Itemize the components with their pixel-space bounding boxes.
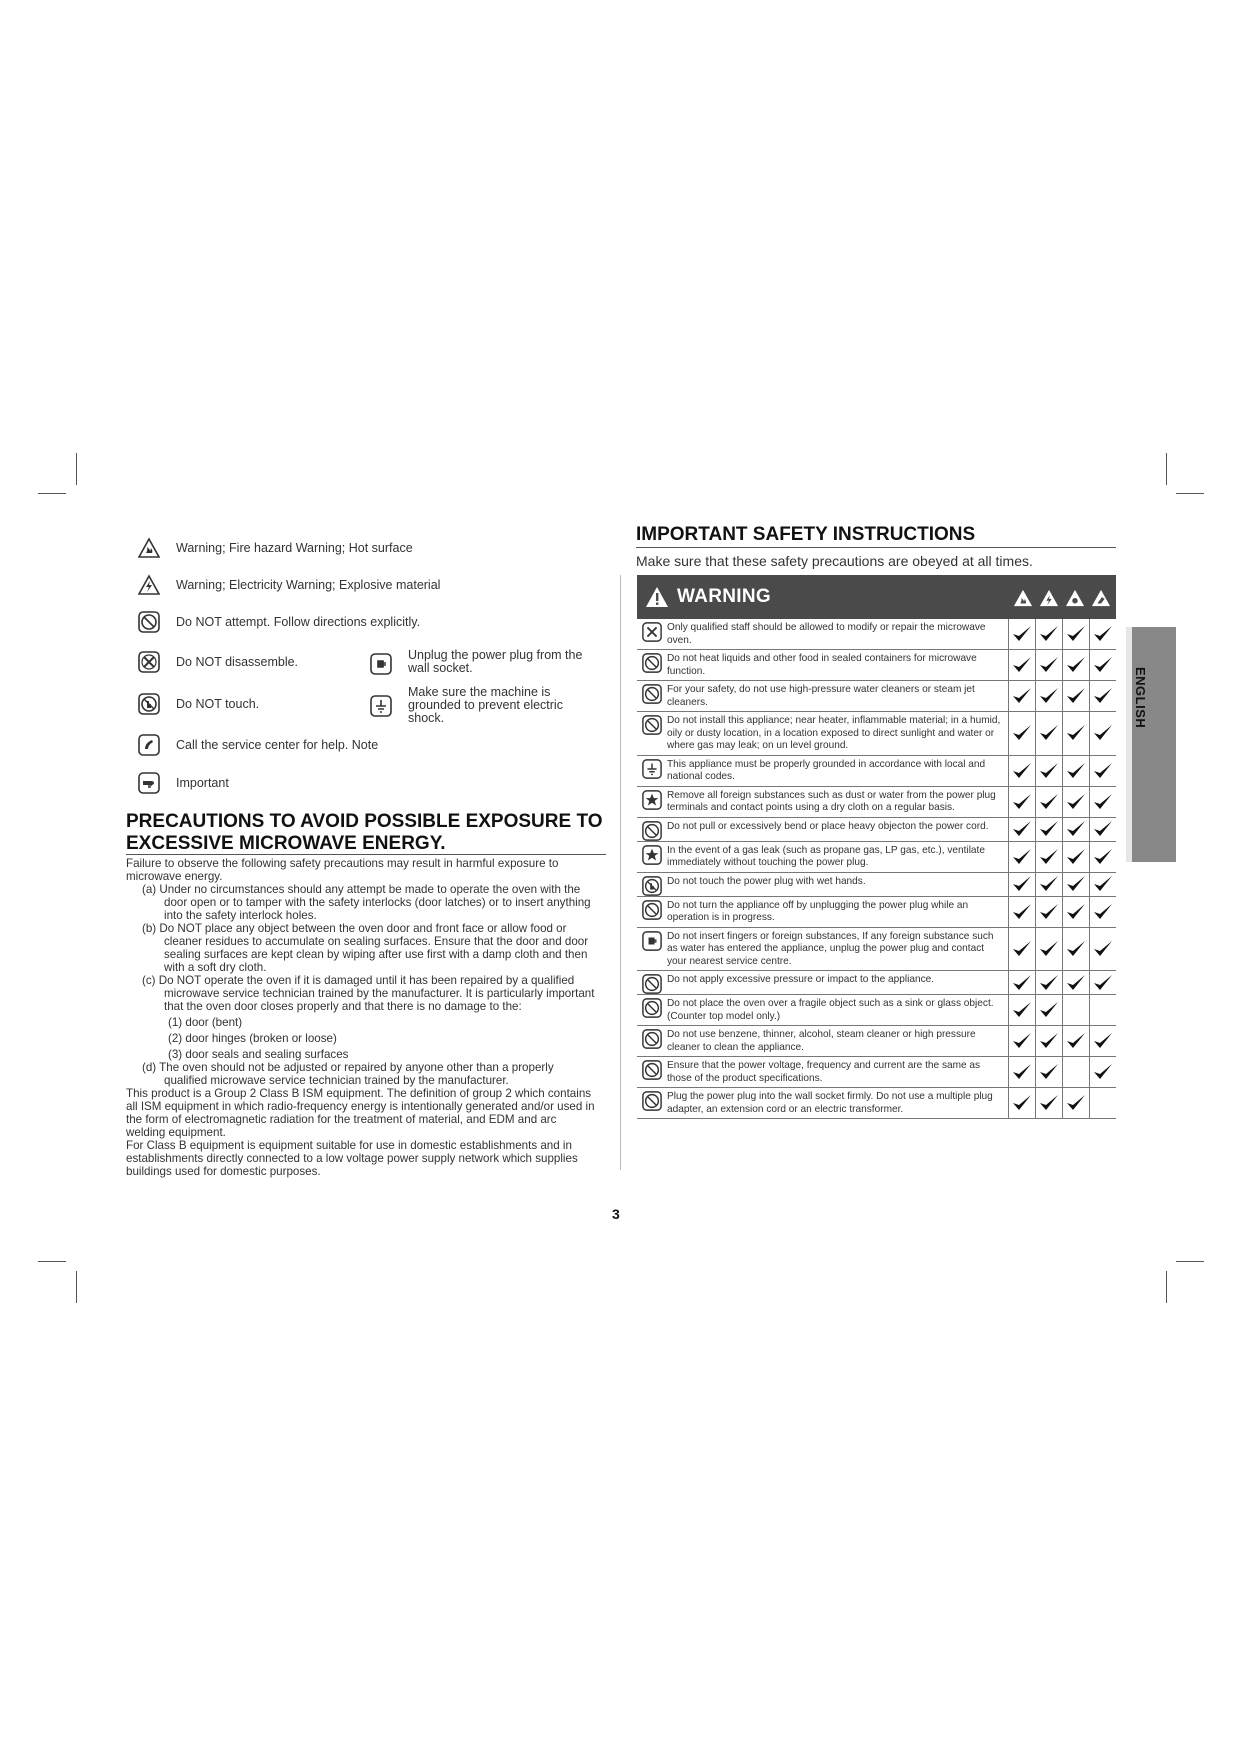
empty-cell bbox=[1089, 1088, 1116, 1118]
row-text: Do not install this appliance; near heater, inflammable material; in a humid, oily or dusty location, in a location exposed to direct sunlight and water or where gas may leak; on un level ground. bbox=[667, 715, 1001, 751]
table-row bbox=[637, 619, 1116, 650]
row-text: Do not touch the power plug with wet hands. bbox=[667, 875, 866, 887]
no-disassemble-icon bbox=[138, 651, 160, 673]
paragraph: (d) The oven should not be adjusted or repaired by anyone other than a properly qualified microwave service technician trained by the manufacturer. bbox=[142, 1061, 554, 1087]
table-row bbox=[637, 873, 1116, 897]
checkmark-icon bbox=[1035, 873, 1062, 896]
checkmark-icon bbox=[1035, 1088, 1062, 1118]
crop-mark bbox=[1176, 493, 1204, 494]
legend-text: Do NOT attempt. Follow directions explicitly. bbox=[176, 615, 421, 629]
legend-row bbox=[370, 649, 588, 675]
legend-row bbox=[138, 574, 440, 596]
checkmark-icon bbox=[1035, 995, 1062, 1025]
unplug-icon bbox=[370, 653, 392, 675]
checkmark-icon bbox=[1062, 756, 1089, 786]
checkmark-icon bbox=[1089, 756, 1116, 786]
checkmark-icon bbox=[1035, 681, 1062, 711]
empty-cell bbox=[1062, 1057, 1089, 1087]
safety-subtitle: Make sure that these safety precautions are obeyed at all times. bbox=[636, 553, 1033, 569]
warning-rows bbox=[637, 619, 1116, 1119]
table-row bbox=[637, 1026, 1116, 1057]
checkmark-icon bbox=[1089, 787, 1116, 817]
no-disassemble-icon bbox=[637, 619, 667, 649]
prohibited-icon bbox=[637, 897, 667, 927]
checkmark-icon bbox=[1035, 818, 1062, 841]
checkmark-icon bbox=[1008, 1026, 1035, 1056]
prohibited-icon bbox=[637, 712, 667, 755]
ground-icon bbox=[637, 756, 667, 786]
checkmark-icon bbox=[1008, 756, 1035, 786]
row-text: Do not heat liquids and other food in sealed containers for microwave function. bbox=[667, 653, 977, 677]
precautions-title: PRECAUTIONS TO AVOID POSSIBLE EXPOSURE TO EXCESSIVE MICROWAVE ENERGY. bbox=[126, 811, 603, 854]
list-item: (1) door (bent) bbox=[168, 1016, 243, 1029]
table-row bbox=[637, 650, 1116, 681]
warning-header bbox=[637, 575, 1116, 619]
row-text: Plug the power plug into the wall socket firmly. Do not use a multiple plug adapter, an extension cord or an electric transformer. bbox=[667, 1091, 993, 1115]
checkmark-icon bbox=[1089, 971, 1116, 994]
checkmark-icon bbox=[1062, 897, 1089, 927]
legend-text: Make sure the machine is grounded to prevent electric shock. bbox=[408, 685, 563, 725]
warning-triangle-icon bbox=[645, 586, 669, 608]
checkmark-icon bbox=[1062, 928, 1089, 971]
prohibited-icon bbox=[138, 611, 160, 633]
checkmark-icon bbox=[1035, 971, 1062, 994]
table-row bbox=[637, 1088, 1116, 1119]
unplug-icon bbox=[637, 928, 667, 971]
checkmark-icon bbox=[1008, 681, 1035, 711]
checkmark-icon bbox=[1089, 873, 1116, 896]
checkmark-icon bbox=[1089, 619, 1116, 649]
side-tab bbox=[1132, 627, 1176, 862]
legend-text: Call the service center for help. Note bbox=[176, 738, 379, 752]
crop-mark bbox=[38, 493, 66, 494]
list-item: (2) door hinges (broken or loose) bbox=[168, 1032, 337, 1045]
phone-icon bbox=[138, 734, 160, 756]
legend-row bbox=[138, 651, 298, 673]
table-row bbox=[637, 787, 1116, 818]
legend-row bbox=[138, 611, 420, 633]
empty-cell bbox=[1089, 995, 1116, 1025]
checkmark-icon bbox=[1035, 712, 1062, 755]
prohibited-icon bbox=[637, 1026, 667, 1056]
row-text: Do not apply excessive pressure or impact to the appliance. bbox=[667, 974, 935, 985]
checkmark-icon bbox=[1062, 1088, 1089, 1118]
prohibited-icon bbox=[637, 1088, 667, 1118]
prohibited-icon bbox=[637, 818, 667, 841]
ground-icon bbox=[370, 695, 392, 717]
table-row bbox=[637, 681, 1116, 712]
checkmark-icon bbox=[1008, 650, 1035, 680]
row-text: Do not turn the appliance off by unplugging the power plug while an operation is in progress. bbox=[667, 899, 969, 923]
star-icon bbox=[637, 787, 667, 817]
paragraph: (a) Under no circumstances should any attempt be made to operate the oven with the door open or to tamper with the safety interlocks (door latches) or to insert anything into the safety interlock holes. bbox=[142, 883, 591, 922]
crop-mark bbox=[76, 453, 77, 485]
legend-text: Do NOT touch. bbox=[176, 697, 260, 711]
row-text: Do not insert fingers or foreign substances, If any foreign substance such as water has entered the appliance, unplug the power plug and contact your nearest service centre. bbox=[667, 930, 994, 967]
checkmark-icon bbox=[1089, 650, 1116, 680]
checkmark-icon bbox=[1089, 681, 1116, 711]
crop-mark bbox=[1166, 453, 1167, 485]
checkmark-icon bbox=[1008, 971, 1035, 994]
checkmark-icon bbox=[1008, 897, 1035, 927]
checkmark-icon bbox=[1035, 842, 1062, 872]
divider bbox=[126, 854, 606, 855]
table-row bbox=[637, 971, 1116, 995]
page-number: 3 bbox=[612, 1206, 620, 1222]
paragraph: For Class B equipment is equipment suitable for use in domestic establishments and in establishments directly connected to a low voltage power supply network which supplies buildings used for domestic purposes. bbox=[126, 1139, 578, 1178]
checkmark-icon bbox=[1035, 928, 1062, 971]
language-label: ENGLISH bbox=[1133, 667, 1148, 729]
paragraph: Failure to observe the following safety precautions may result in harmful exposure to microwave energy. bbox=[126, 857, 559, 883]
row-text: Do not pull or excessively bend or place heavy objecton the power cord. bbox=[667, 820, 989, 832]
table-row bbox=[637, 818, 1116, 842]
crop-mark bbox=[38, 1261, 66, 1262]
legend-text: Important bbox=[176, 776, 229, 790]
checkmark-icon bbox=[1089, 712, 1116, 755]
legend-row bbox=[138, 693, 259, 715]
electric-explosive-icon bbox=[138, 574, 160, 596]
important-hand-icon bbox=[138, 772, 160, 794]
row-text: Ensure that the power voltage, frequency and current are the same as those of the product specifications. bbox=[667, 1060, 981, 1084]
legend-text: Do NOT disassemble. bbox=[176, 655, 299, 669]
safety-title: IMPORTANT SAFETY INSTRUCTIONS bbox=[636, 524, 976, 545]
legend-text: Warning; Electricity Warning; Explosive material bbox=[176, 578, 441, 592]
checkmark-icon bbox=[1035, 756, 1062, 786]
row-text: Only qualified staff should be allowed to modify or repair the microwave oven. bbox=[667, 622, 986, 646]
crop-mark bbox=[76, 1271, 77, 1303]
checkmark-icon bbox=[1089, 897, 1116, 927]
row-text: This appliance must be properly grounded in accordance with local and national codes. bbox=[667, 758, 986, 782]
row-text: In the event of a gas leak (such as propane gas, LP gas, etc.), ventilate immediately without touching the power plug. bbox=[667, 844, 985, 868]
checkmark-icon bbox=[1035, 650, 1062, 680]
no-touch-icon bbox=[138, 693, 160, 715]
hand-warning-icon bbox=[1088, 588, 1114, 610]
prohibited-icon bbox=[637, 650, 667, 680]
warning-table bbox=[637, 575, 1116, 1119]
checkmark-icon bbox=[1062, 650, 1089, 680]
checkmark-icon bbox=[1008, 787, 1035, 817]
checkmark-icon bbox=[1035, 619, 1062, 649]
warning-header-icons bbox=[1010, 588, 1114, 610]
checkmark-icon bbox=[1008, 619, 1035, 649]
table-row bbox=[637, 897, 1116, 928]
empty-cell bbox=[1062, 995, 1089, 1025]
checkmark-icon bbox=[1035, 1026, 1062, 1056]
legend-row bbox=[138, 772, 229, 794]
checkmark-icon bbox=[1008, 818, 1035, 841]
legend-text: Unplug the power plug from the wall socket. bbox=[408, 648, 583, 675]
prohibited-icon bbox=[637, 995, 667, 1025]
checkmark-icon bbox=[1062, 971, 1089, 994]
row-text: Do not use benzene, thinner, alcohol, steam cleaner or high pressure cleaner to clean the appliance. bbox=[667, 1029, 976, 1053]
legend-row bbox=[370, 686, 578, 725]
checkmark-icon bbox=[1062, 619, 1089, 649]
star-icon bbox=[637, 842, 667, 872]
checkmark-icon bbox=[1008, 928, 1035, 971]
legend-row bbox=[138, 734, 378, 756]
no-touch-icon bbox=[637, 873, 667, 896]
table-row bbox=[637, 928, 1116, 972]
checkmark-icon bbox=[1062, 787, 1089, 817]
table-row bbox=[637, 842, 1116, 873]
row-text: Do not place the oven over a fragile object such as a sink or glass object. (Counter top model only.) bbox=[667, 998, 994, 1022]
hot-surface-icon bbox=[1010, 588, 1036, 610]
checkmark-icon bbox=[1008, 873, 1035, 896]
row-text: Remove all foreign substances such as dust or water from the power plug terminals and contact points using a dry cloth on a regular basis. bbox=[667, 789, 996, 813]
crop-mark bbox=[1176, 1261, 1204, 1262]
checkmark-icon bbox=[1035, 787, 1062, 817]
checkmark-icon bbox=[1062, 842, 1089, 872]
electric-icon bbox=[1036, 588, 1062, 610]
checkmark-icon bbox=[1062, 681, 1089, 711]
checkmark-icon bbox=[1008, 995, 1035, 1025]
column-divider bbox=[620, 575, 621, 1170]
checkmark-icon bbox=[1089, 818, 1116, 841]
legend-row bbox=[138, 537, 413, 559]
paragraph: This product is a Group 2 Class B ISM equipment. The definition of group 2 which contains all ISM equipment in which radio-frequency energy is intentionally generated and/or used in the form of electromagnetic radiation for the treatment of material, and EDM and arc welding equipment. bbox=[126, 1087, 595, 1139]
checkmark-icon bbox=[1035, 1057, 1062, 1087]
checkmark-icon bbox=[1008, 1088, 1035, 1118]
precautions-body bbox=[126, 857, 598, 1178]
prohibited-icon bbox=[637, 971, 667, 994]
crop-mark bbox=[1166, 1271, 1167, 1303]
checkmark-icon bbox=[1062, 1026, 1089, 1056]
checkmark-icon bbox=[1089, 928, 1116, 971]
list-item: (3) door seals and sealing surfaces bbox=[168, 1048, 349, 1061]
paragraph: (c) Do NOT operate the oven if it is damaged until it has been repaired by a qualified microwave service technician trained by the manufacturer. It is particularly important that the oven door closes properly and that there is no damage to the: bbox=[142, 974, 595, 1013]
legend-text: Warning; Fire hazard Warning; Hot surface bbox=[176, 541, 413, 555]
checkmark-icon bbox=[1035, 897, 1062, 927]
table-row bbox=[637, 1057, 1116, 1088]
table-row bbox=[637, 995, 1116, 1026]
checkmark-icon bbox=[1062, 712, 1089, 755]
checkmark-icon bbox=[1008, 1057, 1035, 1087]
checkmark-icon bbox=[1062, 818, 1089, 841]
checkmark-icon bbox=[1089, 1057, 1116, 1087]
checkmark-icon bbox=[1008, 842, 1035, 872]
prohibited-icon bbox=[637, 1057, 667, 1087]
table-row bbox=[637, 712, 1116, 756]
prohibited-icon bbox=[637, 681, 667, 711]
warning-label: WARNING bbox=[677, 586, 771, 607]
checkmark-icon bbox=[1008, 712, 1035, 755]
table-row bbox=[637, 756, 1116, 787]
divider bbox=[636, 547, 1116, 548]
row-text: For your safety, do not use high-pressure water cleaners or steam jet cleaners. bbox=[667, 684, 975, 708]
paragraph: (b) Do NOT place any object between the oven door and front face or allow food or cleaner residues to accumulate on sealing surfaces. Ensure that the door and door sealing surfaces are kept clean by wiping after use first with a damp cloth and then with a soft dry cloth. bbox=[142, 922, 589, 974]
explosive-icon bbox=[1062, 588, 1088, 610]
checkmark-icon bbox=[1089, 1026, 1116, 1056]
checkmark-icon bbox=[1089, 842, 1116, 872]
hot-surface-icon bbox=[138, 537, 160, 559]
checkmark-icon bbox=[1062, 873, 1089, 896]
